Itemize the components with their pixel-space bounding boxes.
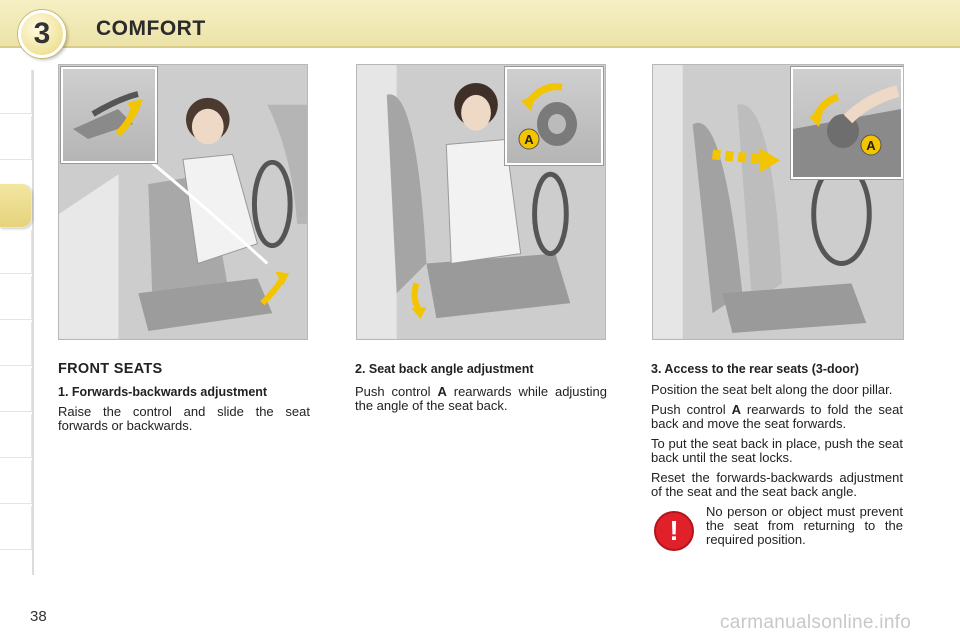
chapter-tab-5[interactable] [0, 276, 32, 320]
chapter-title: COMFORT [96, 17, 206, 40]
chapter-tab-9[interactable] [0, 460, 32, 504]
text-run: rearwards to fold the seat back and move the seat forwards. [651, 402, 903, 431]
item-heading-forwards-backwards: 1. Forwards-backwards adjustment [58, 385, 268, 399]
chapter-tab-8[interactable] [0, 414, 32, 458]
warning-exclamation-icon: ! [654, 511, 694, 551]
paragraph [355, 385, 607, 413]
warning-note [651, 505, 903, 565]
page-number: 38 [30, 608, 47, 625]
item-heading-seat-back-angle: 2. Seat back angle adjustment [355, 362, 534, 376]
chapter-tab-10[interactable] [0, 506, 32, 550]
section-title: FRONT SEATS [58, 361, 163, 377]
paragraph: To put the seat back in place, push the seat back until the seat locks. [651, 436, 903, 465]
control-a-inset [505, 67, 603, 165]
watermark: carmanualsonline.info [720, 612, 912, 633]
paragraph: Reset the forwards-backwards adjustment of the seat and the seat back angle. [651, 470, 903, 499]
chapter-number-badge: 3 [18, 10, 66, 58]
control-label: A [731, 402, 741, 417]
column-seat-back-angle [355, 362, 607, 419]
control-label: A [437, 384, 447, 399]
column-front-seats [58, 362, 310, 439]
paragraph [651, 403, 903, 431]
item-heading-rear-access: 3. Access to the rear seats (3-door) [651, 362, 859, 376]
callout-a-label: A [866, 138, 876, 153]
warning-text: No person or object must prevent the seat from returning to the required position. [706, 504, 903, 547]
paragraph: Position the seat belt along the door pillar. [651, 382, 893, 397]
figure-rear-seat-access [652, 64, 904, 340]
figure-seat-slide-adjustment [58, 64, 308, 340]
column-rear-seat-access [651, 362, 903, 565]
chapter-tab-4[interactable] [0, 230, 32, 274]
control-lever-inset [61, 67, 157, 163]
chapter-tab-6[interactable] [0, 322, 32, 366]
chapter-tab-2[interactable] [0, 116, 32, 160]
paragraph: Raise the control and slide the seat forwards or backwards. [58, 404, 310, 433]
chapter-tab-strip [0, 70, 34, 575]
figure-seat-back-angle [356, 64, 606, 340]
callout-a-label: A [524, 132, 534, 147]
chapter-tab-1[interactable] [0, 70, 32, 114]
text-run: rearwards while adjusting the angle of the seat back. [355, 384, 607, 413]
text-run: Push control [355, 384, 438, 399]
control-a-inset-rear [791, 67, 903, 179]
text-run: Push control [651, 402, 732, 417]
chapter-tab-7[interactable] [0, 368, 32, 412]
chapter-tab-3-active[interactable] [0, 184, 32, 228]
